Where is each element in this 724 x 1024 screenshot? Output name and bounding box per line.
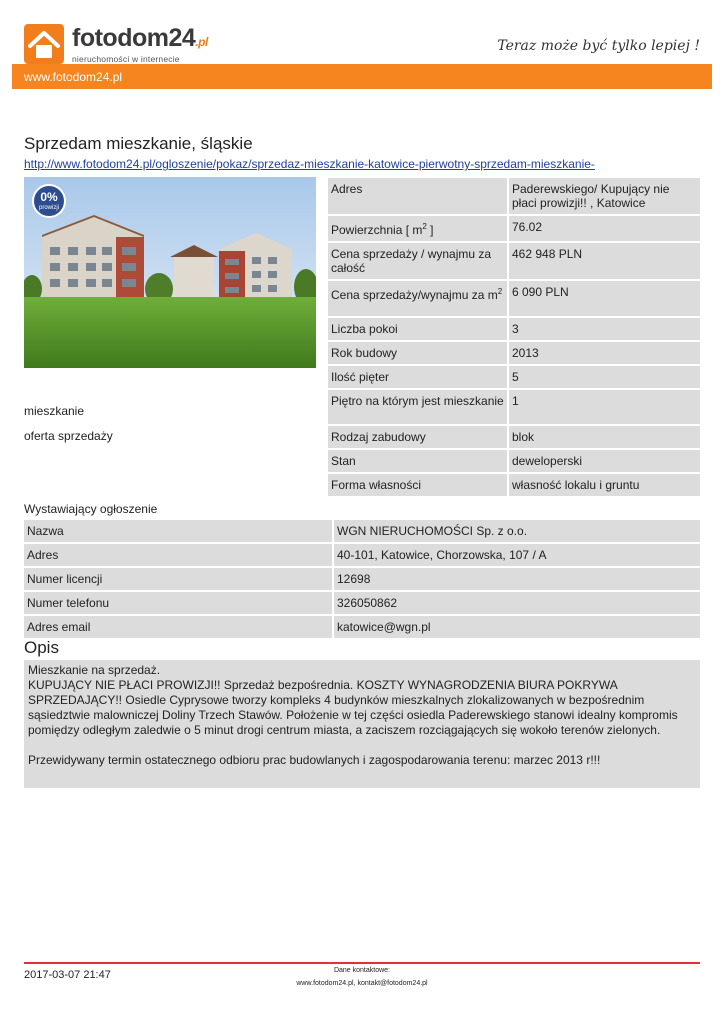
footer-date: 2017-03-07 21:47: [24, 969, 111, 981]
table-row: [24, 592, 700, 614]
footer-divider: [24, 962, 700, 964]
detail-value: 76.02: [509, 216, 700, 241]
seller-value: 326050862: [334, 592, 700, 614]
detail-value: 5: [509, 366, 700, 388]
table-row: [328, 366, 700, 388]
seller-table: [24, 518, 700, 640]
logo-text: fotodom24.pl: [72, 24, 208, 52]
table-row: [24, 568, 700, 590]
description-note: Przewidywany termin ostatecznego odbioru prac budowlanych i zagospodarowania terenu: marzec 2013 r!!!: [28, 753, 601, 767]
footer-contact: www.fotodom24.pl, kontakt@fotodom24.pl: [296, 980, 428, 987]
site-bar: [12, 64, 712, 89]
table-row: [328, 318, 700, 340]
building-image: [24, 177, 316, 368]
detail-value: deweloperski: [509, 450, 700, 472]
listing-url-link[interactable]: http://www.fotodom24.pl/ogloszenie/pokaz/sprzedaz-mieszkanie-katowice-pierwotny-sprzedam-mieszkanie-: [24, 157, 595, 171]
detail-value: Paderewskiego/ Kupujący nie płaci prowizji!! , Katowice: [509, 178, 700, 214]
table-row: [328, 390, 700, 424]
no-commission-badge: 0% prowizji: [32, 184, 66, 218]
detail-value: 6 090 PLN: [509, 281, 700, 316]
seller-label: Nazwa: [24, 520, 334, 542]
detail-label: Cena sprzedaży / wynajmu za całość: [328, 243, 509, 279]
detail-label: Cena sprzedaży/wynajmu za $m^2$: [328, 281, 509, 316]
seller-email[interactable]: katowice@wgn.pl: [334, 616, 700, 638]
table-row: [328, 342, 700, 364]
table-row: [24, 520, 700, 542]
detail-label: Stan: [328, 450, 509, 472]
seller-heading: Wystawiający ogłoszenie: [24, 502, 158, 516]
logo-tagline: nieruchomości w internecie: [72, 54, 180, 64]
description-heading: Opis: [24, 638, 59, 657]
detail-value: blok: [509, 426, 700, 448]
seller-label: Numer licencji: [24, 568, 334, 590]
table-row: [24, 544, 700, 566]
seller-value: 40-101, Katowice, Chorzowska, 107 / A: [334, 544, 700, 566]
table-row: [24, 616, 700, 638]
table-row: [328, 216, 700, 241]
detail-label: Forma własności: [328, 474, 509, 496]
page-title: Sprzedam mieszkanie, śląskie: [24, 134, 253, 153]
description-box: [24, 660, 700, 788]
seller-value: WGN NIERUCHOMOŚCI Sp. z o.o.: [334, 520, 700, 542]
detail-value: 2013: [509, 342, 700, 364]
house-logo-icon: [24, 24, 64, 64]
property-type: mieszkanie: [24, 404, 85, 418]
detail-label: Powierzchnia [ $m^2$ ]: [328, 216, 509, 241]
table-row: [328, 474, 700, 496]
table-row: [328, 281, 700, 316]
seller-label: Adres email: [24, 616, 334, 638]
table-row: [328, 450, 700, 472]
detail-label: Rodzaj zabudowy: [328, 426, 509, 448]
slogan: Teraz może być tylko lepiej !: [497, 38, 700, 54]
detail-value: 462 948 PLN: [509, 243, 700, 279]
detail-label: Piętro na którym jest mieszkanie: [328, 390, 509, 424]
seller-value: 12698: [334, 568, 700, 590]
detail-label: Adres: [328, 178, 509, 214]
details-table: [328, 176, 700, 498]
detail-label: Rok budowy: [328, 342, 509, 364]
seller-label: Adres: [24, 544, 334, 566]
property-photo: [24, 177, 316, 368]
seller-label: Numer telefonu: [24, 592, 334, 614]
logo[interactable]: [24, 24, 224, 68]
table-row: [328, 243, 700, 279]
table-row: [328, 178, 700, 214]
description-body: KUPUJĄCY NIE PŁACI PROWIZJI!! Sprzedaż bezpośrednia. KOSZTY WYNAGRODZENIA BIURA POKRYWA SPRZEDAJĄCY!! Osiedle Cyprysowe tworzy kompleks 4 budynków mieszkalnych zlokalizowanych w bezpośrednim sąsiedztwie malowniczej Doliny Trzech Stawów. Położenie w tej części osiedla Paderewskiego stanowi idealny kompromis pomiędzy odległym zaledwie o 5 minut drogi centrum miasta, a zaciszem rozciągających się wokoło terenów zielonych.: [28, 678, 678, 737]
footer-contact-label: Dane kontaktowe:: [333, 967, 391, 974]
offer-type: oferta sprzedaży: [24, 429, 113, 443]
description-line: Mieszkanie na sprzedaż.: [28, 663, 161, 677]
detail-value: 1: [509, 390, 700, 424]
detail-label: Liczba pokoi: [328, 318, 509, 340]
detail-value: własność lokalu i gruntu: [509, 474, 700, 496]
detail-value: 3: [509, 318, 700, 340]
site-url-link[interactable]: www.fotodom24.pl: [24, 70, 123, 84]
table-row: [328, 426, 700, 448]
detail-label: Ilość pięter: [328, 366, 509, 388]
